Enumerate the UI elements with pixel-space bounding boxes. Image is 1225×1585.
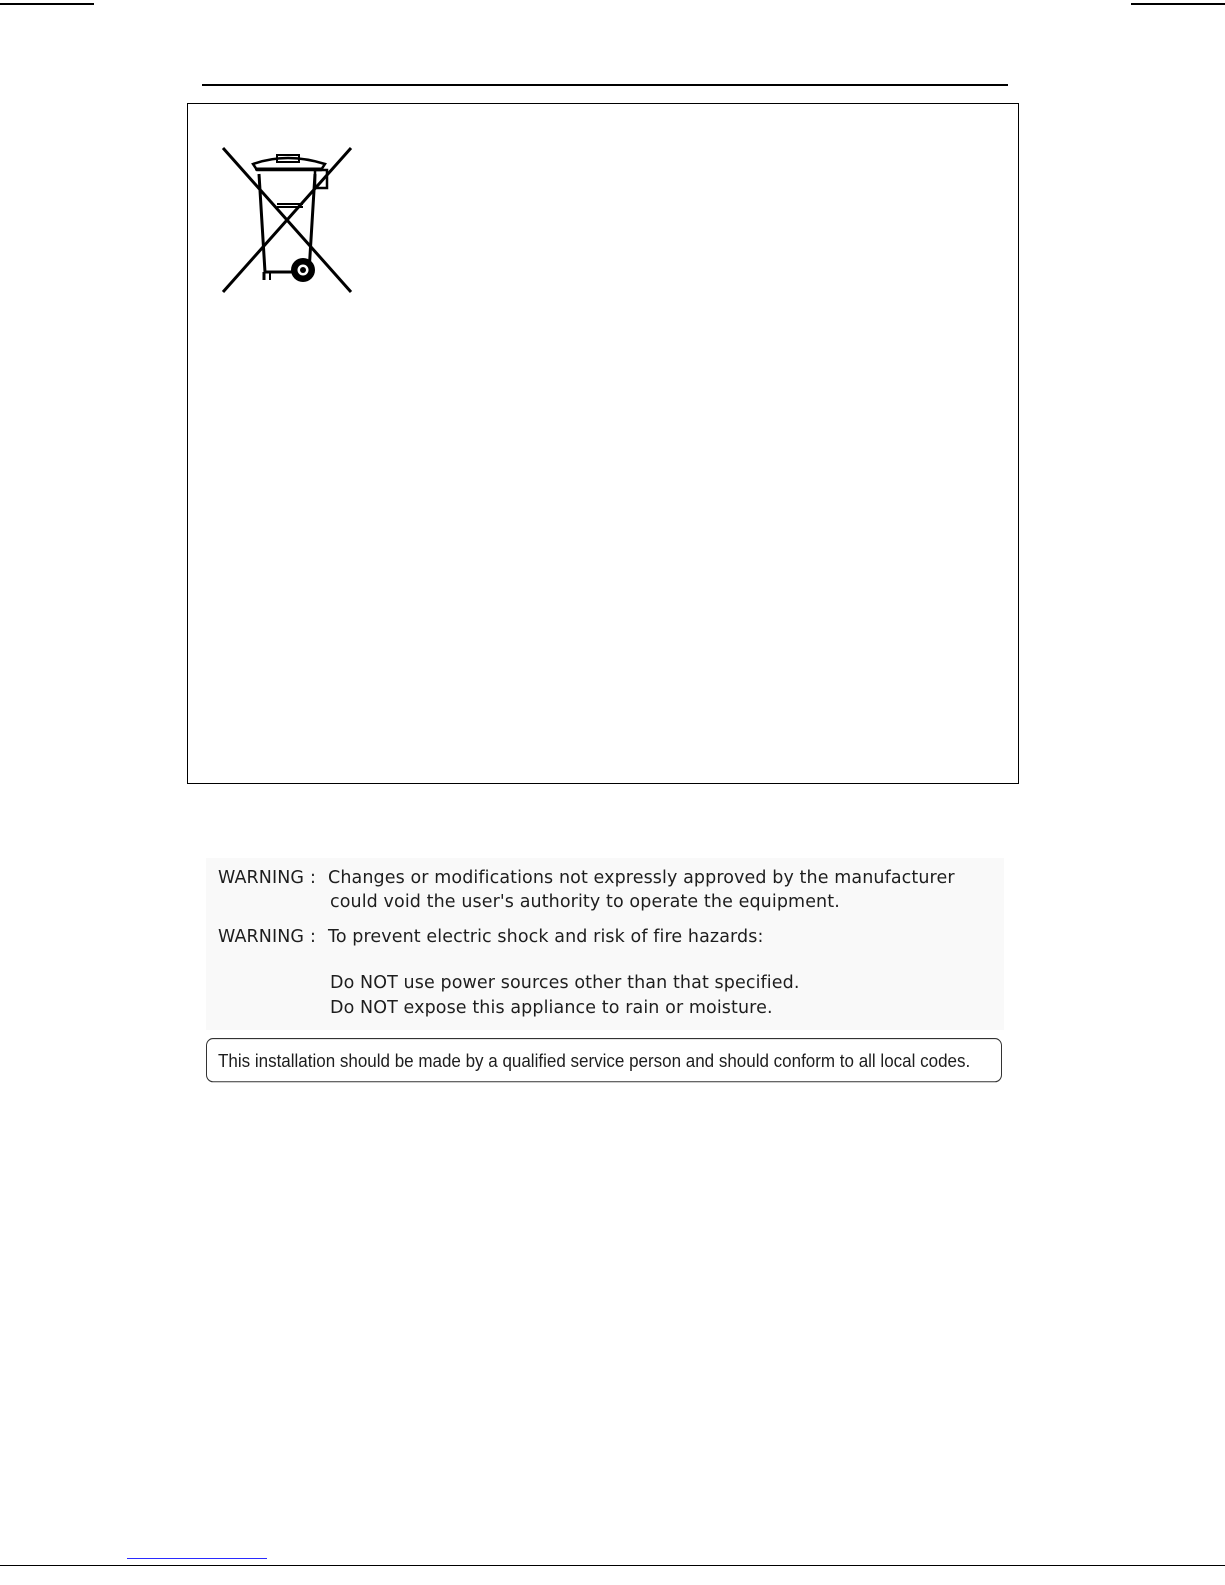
precaution-power-sources: Do NOT use power sources other than that specified. [330,973,800,993]
top-right-rule [1131,3,1225,5]
warning-modifications-continued: could void the user's authority to operate the equipment. [330,892,840,912]
warning-electric-shock [218,927,763,947]
footer-rule [0,1565,1225,1566]
top-left-rule [0,3,94,5]
warning-text: To prevent electric shock and risk of fire hazards: [328,927,764,947]
warning-separator: : [310,868,316,888]
warning-label: WARNING [218,868,305,888]
footer-link-underline [127,1558,267,1559]
warning-text: Changes or modifications not expressly approved by the manufacturer [328,868,955,888]
crossed-out-wheelie-bin-icon [217,142,357,296]
warning-separator: : [310,927,316,947]
installation-note: This installation should be made by a qualified service person and should conform to all local codes. [206,1038,1002,1082]
header-rule [202,84,1008,86]
warning-label: WARNING [218,927,305,947]
warning-panel [206,858,1004,1030]
precaution-rain-moisture: Do NOT expose this appliance to rain or moisture. [330,998,773,1018]
weee-notice-box [187,103,1019,784]
warning-modifications [218,868,955,888]
